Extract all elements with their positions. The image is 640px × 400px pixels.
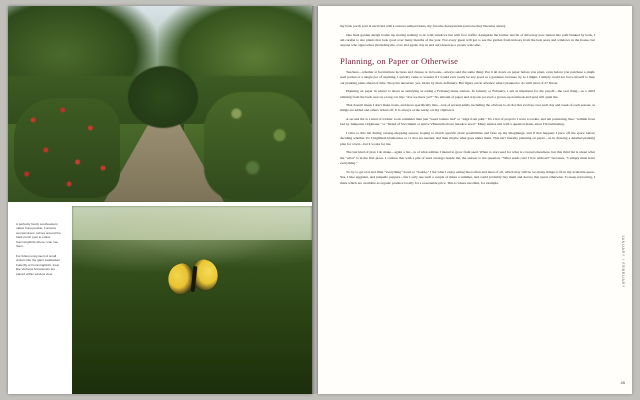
photo-captions: [16, 222, 64, 281]
body-paragraph-2: Planning on paper in winter is about as satisfying as eating a February-tinne tomato. In January or February, I am as impatient for the payoff—the real thing—as a child whining from the back seat on a long car trip: "Are we there yet?" No amount of paper and crayons (or even a grown-up notebook and pen) will quiet me.: [340, 89, 595, 99]
swallowtail-butterfly: [168, 258, 224, 302]
left-page: [8, 6, 312, 394]
paragraph-continued: my back porch post is encircled with Lonicera sempervirens, my favorite honeysuckle (and one they likewise adore).: [340, 24, 507, 28]
body-paragraph-1: Teachers—whether at horticulture lectures and classes or in books—always said the same thing: Put it all down on paper before you plant, even before you purchase a single seed packet or a single pot of anything. I quickly came to wonder if I would ever really be any good as a gardener, because try as I might, I simply could not force myself to map out planting plans ahead of time. Shop the nurseries, yes. Order by mail, definitely. But figure out in advance what I planned to do with most of it? Never.: [340, 69, 595, 85]
page-number: 45: [620, 380, 625, 385]
section-heading: Planning, on Paper or Otherwise: [340, 55, 459, 66]
chapter-side-tab: JANUARY / FEBRUARY: [621, 235, 625, 289]
caption-2: For fullest enjoyment of small visitors like the giant swallowtail butterfly or hummingbirds, treat like Verbena bonariensis are placed within window view.: [16, 253, 60, 276]
body-paragraph-6: The last kind of plan I do make—again a list—is of what edibles I intend to grow from seed. When to start seed for what is covered elsewhere, but this third list is about what the "what" is in the first place. I confess that with a pile of seed catalogs beside me, the answer to the question, "What seeds can't I live without?" becomes, "I simply must have everything.": [340, 150, 595, 166]
text-column: [340, 24, 595, 189]
body-paragraph-5: I refer to this list during catalog-shopping season, hoping to match specific plant possibilities and fires up my imaginings, and if that happens I pace off the space before deciding whether it's 3 highbush blueberries or 11 that are needed, and then maybe what goes under them. This isn't literally planning on paper—as in drawing a detailed planting plan for a bed—but it works for me.: [340, 131, 595, 146]
body-paragraph-4: A second list is a kind of trickier to-do reminder than just "weed tomato bed" or "edge front path." It's a list of projects I want to tackle, and am pondering, like: "rethink front bed by Juniperus virginiana," or "island of Vaccinium or native Viburnum above meadow area?" Many entries end with a question mark, since I'm ruminating.: [340, 117, 595, 127]
dark-shrub: [128, 66, 198, 128]
body-paragraph-7: To try to get real and filter "everything" down to "doable," I list what I enjoy eating most often and most of all, which may still be too many things to fit in my available space. Yes, I like eggplant, and jalapeño peppers—but I only use such a couple of times a summer, and could probably buy them and devote that space otherwise. To keep narrowing, I mark which are available as organic produce locally for a reasonable price. This is where zucchini, for example,: [340, 169, 595, 185]
paragraph-design-tip: One final garden design bonus tip, having nothing to do with windows but with foot traffic: Alongside the former last bit of driveway now turned into path flanked by beds, I am careful to site plants that look good over many months of the year. Not every guest will get to see the garden from indoors from the best seats and windows in the house, but anyone who approaches (including me, over and again, day in and out) deserves a proper welcome.: [340, 32, 595, 48]
caption-1: A perfectly hardy southeastern native honeysuckle, Lonicera sempervirens, twines around the back porch post to entice hummingbirds where I can see them.: [16, 222, 61, 249]
right-planting-bed: [204, 92, 312, 200]
garden-path-photo: [8, 6, 312, 202]
red-flower-bed: [14, 98, 120, 198]
body-paragraph-3: That doesn't mean I don't make notes, and more specifically lists—lots of several kinds, including the obvious to-do list that evolves over each day and week of each season, as things are added and others ticked off. It is always at the ready, on my clipboard.: [340, 103, 595, 113]
right-page: [318, 6, 632, 394]
butterfly-photo: [72, 206, 312, 394]
